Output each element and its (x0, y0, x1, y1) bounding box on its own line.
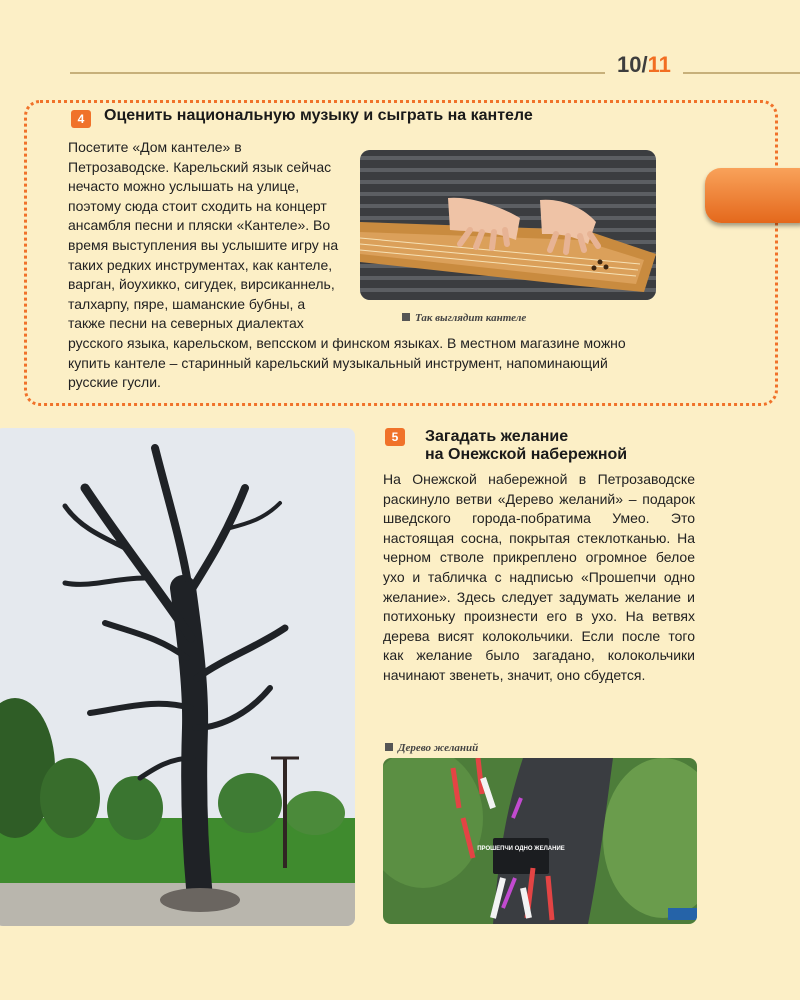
wish-tree-caption (385, 742, 478, 754)
caption-bullet-icon (385, 743, 393, 751)
header-rule (70, 72, 800, 74)
kantele-photo-caption (402, 312, 526, 324)
page-number-current: 10/ (617, 52, 648, 77)
section-4-body: Посетите «Дом кантеле» в Петрозаводске. Карельский язык сейчас нечасто можно услышать на улице, поэтому сюда стоит сходить на концерт ансамбля песни и пляски «Кантеле». Во время выступления вы услышите игру на таких редких инструментах, как кантеле, варган, йоухикко, сигудек, вирсиканнель, талхарпу, пяре, шаманские бубны, а также песни на северных диалектах русского языка, карельском, вепсском и финском языках. В местном магазине можно купить кантеле – старинный карельский музыкальный инструмент, напоминающий русские гусли. (68, 139, 626, 391)
page-number-next: 11 (647, 52, 671, 77)
section-5-title (425, 428, 627, 464)
wish-tree-caption-text: Дерево желаний (398, 742, 479, 754)
section-5-body: На Онежской набережной в Петрозаводске раскинуло ветви «Дерево желаний» – подарок шведского города-побратима Умео. Это настоящая сосна, покрытая стеклотканью. На черном стволе прикреплено огромное белое ухо и табличка с надписью «Прошепчи одно желание». Здесь следует задумать желание и потихоньку произнести его в ухо. На ветвях дерева висят колокольчики. Если после того как желание было загадано, колокольчики начинают звенеть, значит, оно сбудется. (383, 471, 695, 683)
section-5-title-line-2: на Онежской набережной (425, 446, 628, 463)
wish-tree-photo (0, 428, 355, 926)
chapter-tab (705, 168, 800, 223)
wish-tree-closeup-photo (383, 758, 697, 924)
section-4-text-block (68, 138, 650, 393)
kantele-photo (360, 150, 656, 300)
section-5-number-badge: 5 (385, 428, 405, 446)
section-4-title: Оценить национальную музыку и сыграть на кантеле (104, 107, 533, 124)
caption-bullet-icon (402, 313, 410, 321)
wish-sign-text: ПРОШЕПЧИ ОДНО ЖЕЛАНИЕ (477, 846, 565, 852)
section-4-number-badge: 4 (71, 110, 91, 128)
section-5-title-line-1: Загадать желание (425, 428, 569, 445)
kantele-photo-caption-text: Так выглядит кантеле (415, 312, 527, 324)
page-number (605, 52, 683, 78)
